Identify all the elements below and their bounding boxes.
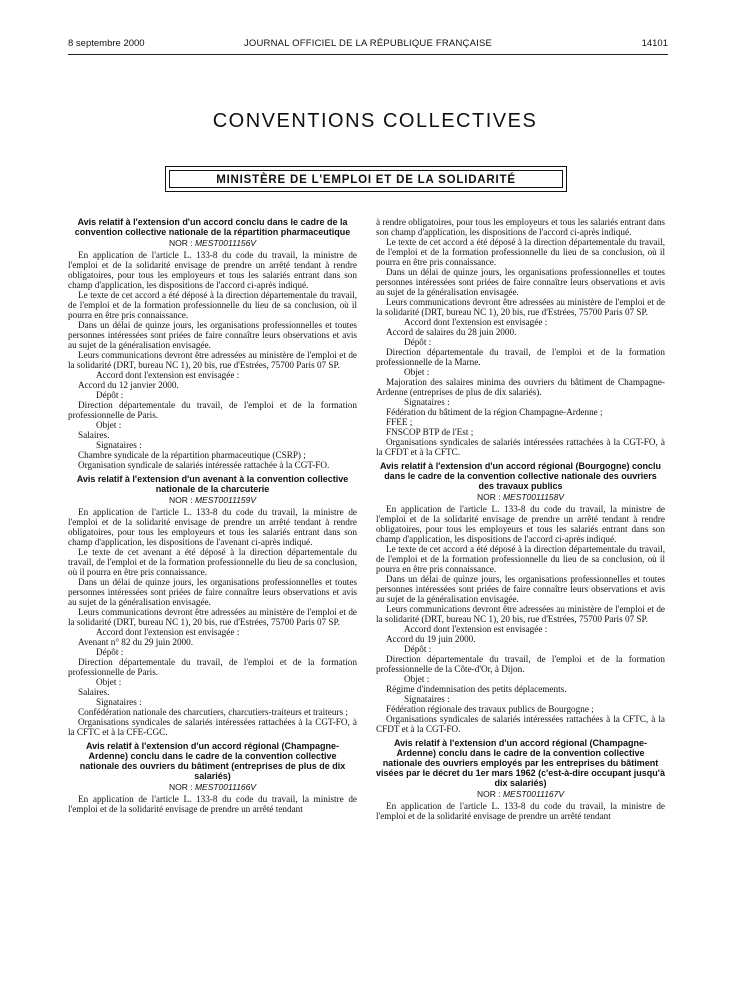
paragraph: Le texte de cet accord a été déposé à la direction départementale du travail, de l'emploi et de la formation professionnelle du lieu de sa conclusion, où il pourra en être pris connaissance. [376,237,665,267]
field-label: Dépôt : [96,647,124,657]
field-label: Objet : [96,677,122,687]
paragraph: Leurs communications devront être adressées au ministère de l'emploi et de la solidarité (DRT, bureau NC 1), 20 bis, rue d'Estrées, 75700 Paris 07 SP. [68,607,357,627]
field-value: Accord du 12 janvier 2000. [78,380,179,390]
field-value: Organisation syndicale de salariés intéressée rattachée à la CGT-FO. [78,460,330,470]
field-label: Dépôt : [404,337,432,347]
field-label: Accord dont l'extension est envisagée : [404,624,548,634]
right-column [376,217,665,821]
paragraph: Dans un délai de quinze jours, les organisations professionnelles et toutes personnes intéressées sont priées de faire connaître leurs observations et avis au sujet de la généralisation envisagée. [68,577,357,607]
field-value: Organisations syndicales de salariés intéressées rattachées à la CFTC, à la CFDT et à la CGT-FO. [376,714,665,734]
field-label: Signataires : [404,397,450,407]
field-value: Direction départementale du travail, de l'emploi et de la formation professionnelle de Paris. [68,657,357,677]
nor-reference: NOR : MEST0011156V [168,238,257,248]
field-label: Objet : [96,420,122,430]
nor-reference: NOR : MEST0011159V [168,495,257,505]
field-value: Chambre syndicale de la répartition pharmaceutique (CSRP) ; [78,450,306,460]
field-value: Régime d'indemnisation des petits déplacements. [386,684,567,694]
paragraph: Dans un délai de quinze jours, les organisations professionnelles et toutes personnes intéressées sont priées de faire connaître leurs observations et avis au sujet de la généralisation envisagée. [376,267,665,297]
field-label: Signataires : [96,697,142,707]
paragraph: Leurs communications devront être adressées au ministère de l'emploi et de la solidarité (DRT, bureau NC 1), 20 bis, rue d'Estrées, 75700 Paris 07 SP. [376,604,665,624]
notice-title: Avis relatif à l'extension d'un accord régional (Bourgogne) conclu dans le cadre de la convention collective nationale des ouvriers des travaux publics [380,461,661,491]
field-value: Organisations syndicales de salariés intéressées rattachées à la CGT-FO, à la CFDT et à la CFTC. [376,437,665,457]
field-label: Accord dont l'extension est envisagée : [96,370,240,380]
paragraph: à rendre obligatoires, pour tous les employeurs et tous les salariés entrant dans son champ d'application, les dispositions de l'accord ci-après indiqué. [376,217,665,237]
nor-reference: NOR : MEST0011167V [476,789,565,799]
page-number: 14101 [641,38,668,49]
paragraph: En application de l'article L. 133-8 du code du travail, la ministre de l'emploi et de la solidarité envisage de prendre un arrêté tendant [68,794,357,814]
field-value: Accord de salaires du 28 juin 2000. [386,327,517,337]
field-label: Accord dont l'extension est envisagée : [404,317,548,327]
field-value: Salaires. [78,687,110,697]
field-label: Signataires : [96,440,142,450]
field-value: Majoration des salaires minima des ouvriers du bâtiment de Champagne-Ardenne (entreprises de plus de dix salariés). [376,377,665,397]
paragraph: En application de l'article L. 133-8 du code du travail, la ministre de l'emploi et de la solidarité envisage de prendre un arrêté tendant [376,801,665,821]
field-value: Fédération du bâtiment de la région Champagne-Ardenne ; [386,407,603,417]
paragraph: En application de l'article L. 133-8 du code du travail, la ministre de l'emploi et de la solidarité envisage de prendre un arrêté tendant à rendre obligatoires, pour tous les employeurs et tous les salariés entrant dans son champ d'application, les dispositions de l'accord ci-après indiqué. [376,504,665,544]
field-value: FFEE ; [386,417,413,427]
field-label: Dépôt : [404,644,432,654]
field-value: Organisations syndicales de salariés intéressées rattachées à la CGT-FO, à la CFTC et à la CFE-CGC. [68,717,357,737]
field-value: Accord du 19 juin 2000. [386,634,476,644]
notice-title: Avis relatif à l'extension d'un accord régional (Champagne-Ardenne) conclu dans le cadre de la convention collective nationale des ouvriers employés par les entreprises du bâtiment visées par le décret du 1er mars 1962 (c'est-à-dire occupant jusqu'à dix salariés) [376,738,665,788]
field-label: Objet : [404,367,430,377]
notice-title: Avis relatif à l'extension d'un avenant à la convention collective nationale de la charcuterie [76,474,349,494]
paragraph: Le texte de cet accord a été déposé à la direction départementale du travail, de l'emploi et de la formation professionnelle du lieu de sa conclusion, où il pourra en être pris connaissance. [68,290,357,320]
paragraph: Leurs communications devront être adressées au ministère de l'emploi et de la solidarité (DRT, bureau NC 1), 20 bis, rue d'Estrées, 75700 Paris 07 SP. [68,350,357,370]
field-value: Direction départementale du travail, de l'emploi et de la formation professionnelle de la Côte-d'Or, à Dijon. [376,654,665,674]
paragraph: Dans un délai de quinze jours, les organisations professionnelles et toutes personnes intéressées sont priées de faire connaître leurs observations et avis au sujet de la généralisation envisagée. [376,574,665,604]
page-title: CONVENTIONS COLLECTIVES [212,110,538,132]
field-value: Direction départementale du travail, de l'emploi et de la formation professionnelle de la Marne. [376,347,665,367]
paragraph: En application de l'article L. 133-8 du code du travail, la ministre de l'emploi et de la solidarité envisage de prendre un arrêté tendant à rendre obligatoires, pour tous les employeurs et tous les salariés entrant dans son champ d'application, les dispositions de l'accord ci-après indiqué. [68,250,357,290]
field-label: Objet : [404,674,430,684]
header-rule [68,54,668,55]
paragraph: Le texte de cet avenant a été déposé à la direction départementale du travail, de l'emploi et de la formation professionnelle du lieu de sa conclusion, où il pourra en être pris connaissance. [68,547,357,577]
field-value: Fédération régionale des travaux publics de Bourgogne ; [386,704,594,714]
left-column [68,217,357,814]
paragraph: Le texte de cet accord a été déposé à la direction départementale du travail, de l'emploi et de la formation professionnelle du lieu de sa conclusion, où il pourra en être pris connaissance. [376,544,665,574]
field-value: FNSCOP BTP de l'Est ; [386,427,474,437]
notice-title: Avis relatif à l'extension d'un accord conclu dans le cadre de la convention collective nationale de la répartition pharmaceutique [74,217,351,237]
field-label: Accord dont l'extension est envisagée : [96,627,240,637]
running-header [68,38,668,52]
issue-date: 8 septembre 2000 [68,38,145,49]
ministry-title: MINISTÈRE DE L'EMPLOI ET DE LA SOLIDARITÉ [169,170,563,188]
paragraph: En application de l'article L. 133-8 du code du travail, la ministre de l'emploi et de la solidarité envisage de prendre un arrêté tendant à rendre obligatoires, pour tous les employeurs et tous les salariés entrant dans son champ d'application, les dispositions de l'avenant ci-après indiqué. [68,507,357,547]
paragraph: Leurs communications devront être adressées au ministère de l'emploi et de la solidarité (DRT, bureau NC 1), 20 bis, rue d'Estrées, 75700 Paris 07 SP. [376,297,665,317]
ministry-box [165,166,567,192]
nor-reference: NOR : MEST0011158V [476,492,565,502]
nor-reference: NOR : MEST0011166V [168,782,257,792]
paragraph: Dans un délai de quinze jours, les organisations professionnelles et toutes personnes intéressées sont priées de faire connaître leurs observations et avis au sujet de la généralisation envisagée. [68,320,357,350]
field-label: Dépôt : [96,390,124,400]
field-value: Salaires. [78,430,110,440]
notice-title: Avis relatif à l'extension d'un accord régional (Champagne-Ardenne) conclu dans le cadre de la convention collective nationale des ouvriers du bâtiment (entreprises de plus de dix salariés) [79,741,346,781]
field-label: Signataires : [404,694,450,704]
field-value: Confédération nationale des charcutiers, charcutiers-traiteurs et traiteurs ; [78,707,348,717]
field-value: Direction départementale du travail, de l'emploi et de la formation professionnelle de Paris. [68,400,357,420]
field-value: Avenant n° 82 du 29 juin 2000. [78,637,194,647]
journal-name: JOURNAL OFFICIEL DE LA RÉPUBLIQUE FRANÇAISE [243,38,493,49]
